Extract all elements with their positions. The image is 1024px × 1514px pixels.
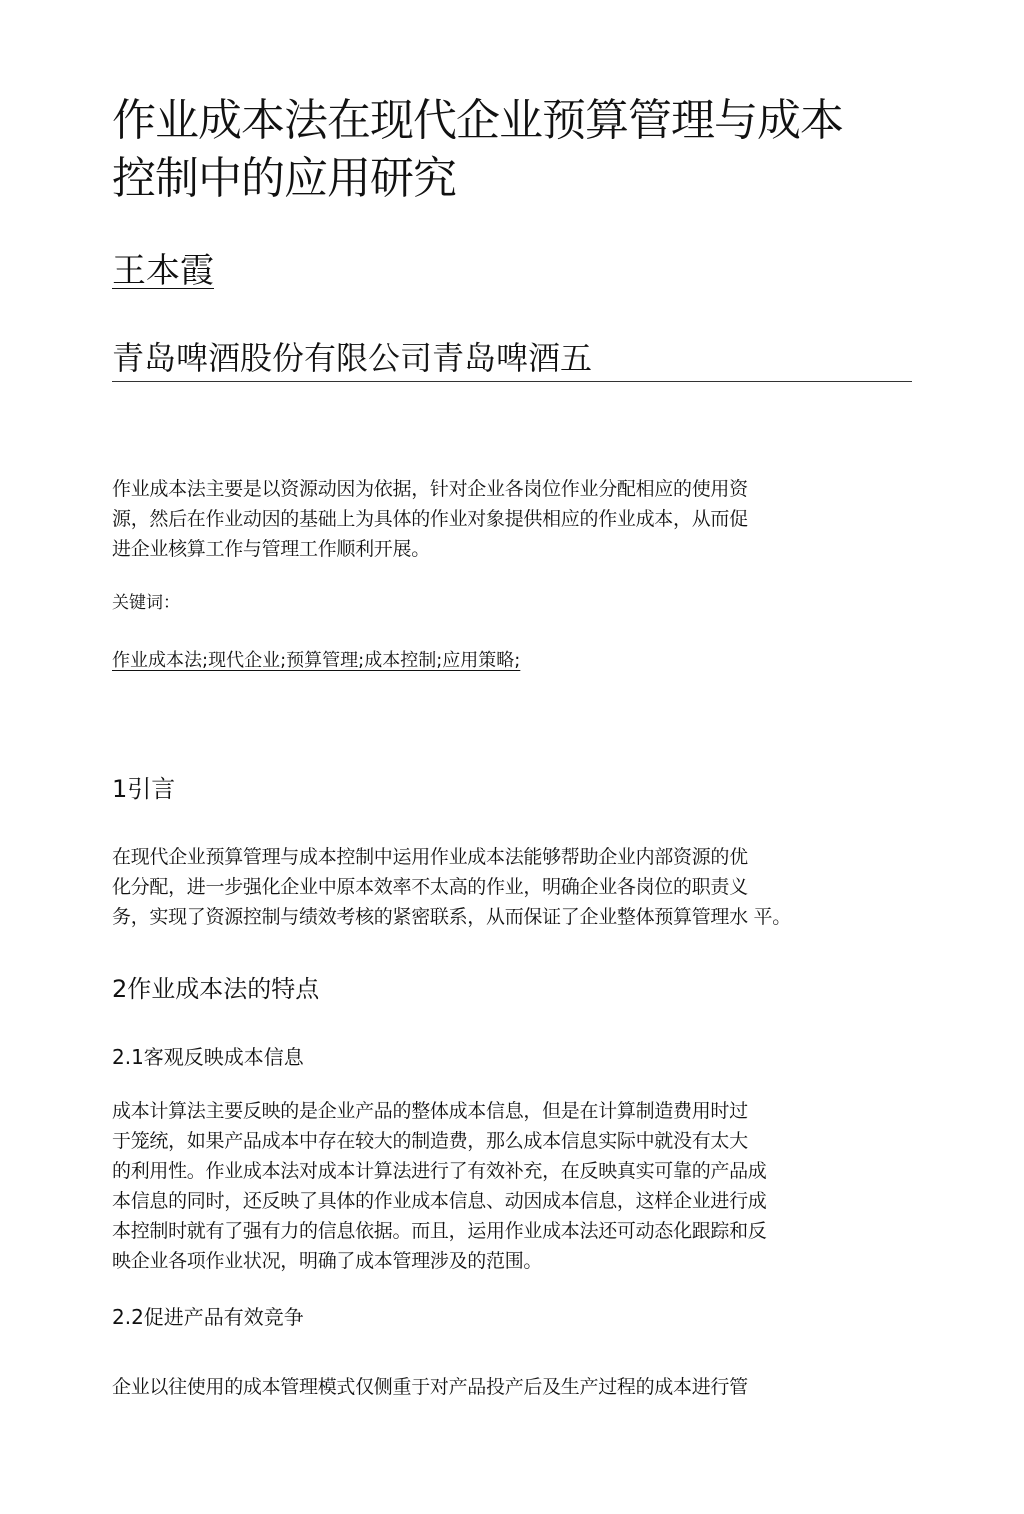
paragraph-line: 于笼统，如果产品成本中存在较大的制造费，那么成本信息实际中就没有太大 [112,1130,748,1152]
section-heading-introduction: 1引言 [112,775,176,803]
paragraph-line: 务，实现了资源控制与绩效考核的紧密联系，从而保证了企业整体预算管理水 平。 [112,906,791,928]
abstract-line: 进企业核算工作与管理工作顺利开展。 [112,538,430,560]
keywords-label: 关键词： [112,593,180,613]
paragraph-line: 本控制时就有了强有力的信息依据。而且，运用作业成本法还可动态化跟踪和反 [112,1220,767,1242]
paragraph-line: 的利用性。作业成本法对成本计算法进行了有效补充，在反映真实可靠的产品成 [112,1160,767,1182]
paragraph-line: 映企业各项作业状况，明确了成本管理涉及的范围。 [112,1250,543,1272]
paragraph-line: 化分配，进一步强化企业中原本效率不太高的作业，明确企业各岗位的职责义 [112,876,748,898]
affiliation-divider [112,381,912,382]
abstract-line: 源，然后在作业动因的基础上为具体的作业对象提供相应的作业成本，从而促 [112,508,748,530]
abstract [112,474,852,564]
author-affiliation: 青岛啤酒股份有限公司青岛啤酒五 [112,339,593,377]
subsection-2-2-body [112,1372,852,1402]
paper-title-line-2: 控制中的应用研究 [112,153,456,204]
subsection-heading-2-1: 2.1客观反映成本信息 [112,1045,304,1069]
paragraph-line: 本信息的同时，还反映了具体的作业成本信息、动因成本信息，这样企业进行成 [112,1190,767,1212]
paragraph-line: 企业以往使用的成本管理模式仅侧重于对产品投产后及生产过程的成本进行管 [112,1376,748,1398]
section-introduction-body [112,842,852,932]
keywords-list[interactable]: 作业成本法;现代企业;预算管理;成本控制;应用策略; [112,650,521,671]
paper-title [112,92,912,208]
abstract-line: 作业成本法主要是以资源动因为依据，针对企业各岗位作业分配相应的使用资 [112,478,748,500]
paragraph-line: 在现代企业预算管理与成本控制中运用作业成本法能够帮助企业内部资源的优 [112,846,748,868]
subsection-2-1-body [112,1096,852,1276]
paragraph-line: 成本计算法主要反映的是企业产品的整体成本信息，但是在计算制造费用时过 [112,1100,748,1122]
subsection-heading-2-2: 2.2促进产品有效竞争 [112,1305,304,1329]
paper-title-line-1: 作业成本法在现代企业预算管理与成本 [112,95,843,146]
section-heading-features: 2作业成本法的特点 [112,975,320,1003]
author-name[interactable]: 王本霞 [112,251,214,291]
